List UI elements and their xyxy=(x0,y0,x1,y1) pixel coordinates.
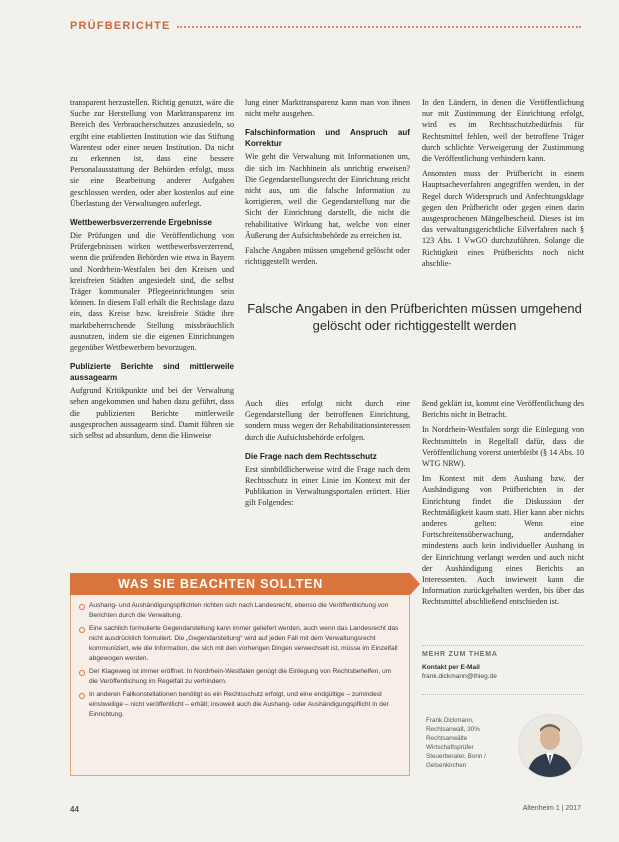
tips-box-title: WAS SIE BEACHTEN SOLLTEN xyxy=(70,573,410,595)
subheading: Falschinformation und Anspruch auf Korrektur xyxy=(245,128,410,149)
paragraph: ßend geklärt ist, kommt eine Veröffentlichung des Berichts nicht in Betracht. xyxy=(422,399,584,420)
author-photo xyxy=(518,714,582,778)
paragraph: Auch dies erfolgt nicht durch eine Gegendarstellung der betroffenen Einrichtung, sondern muss wegen der Rehabilitationsinteressen durch die Aufsichtsbehörde erfolgen. xyxy=(245,399,410,442)
list-item: Eine sachlich formulierte Gegendarstellung kann immer geliefert werden, auch wenn das Landesrecht das nicht ausdrücklich formuliert. Die „Gegendarstellung“ wird auf jeden Fall mit dem Verwaltungsrecht kommuniziert, wie die Information, die sich mit den vorherigen Dingen verwechselt ist, müsse im Einzelfall abgewogen werden. xyxy=(79,624,401,664)
tips-box xyxy=(70,573,410,773)
subheading: Wettbewerbsverzerrende Ergebnisse xyxy=(70,218,212,228)
page-number: 44 xyxy=(70,805,79,814)
column-1 xyxy=(70,97,234,445)
paragraph: Erst sinnbildlicherweise wird die Frage nach dem Rechtsschutz in einer Linie im Kontext mit der Publikation in Verwaltungsportalen erörtert. Hier gilt Folgendes: xyxy=(245,464,410,508)
column-2 xyxy=(245,97,410,271)
more-heading: MEHR ZUM THEMA xyxy=(422,651,498,658)
paragraph: In den Ländern, in denen die Veröffentlichung nur mit Zustimmung der Einrichtung erfolgt, wird es im Rechtsschutzbedürfnis für Rechtsmittel fehlen, weil der betroffene Träger durch schlichte Verweigerung der Zustimmung die Veröffentlichung verhindern kann. xyxy=(422,98,584,164)
subheading: Publizierte Berichte sind mittlerweile aussagearm xyxy=(70,362,234,383)
pull-quote: Falsche Angaben in den Prüfberichten müssen umgehend gelöscht oder richtiggestellt werden xyxy=(247,301,582,333)
dotted-rule xyxy=(177,24,581,28)
column-3-lower xyxy=(422,398,584,612)
list-item: Der Klageweg ist immer eröffnet. In Nordrhein-Westfalen genügt die Einlegung von Rechtsbehelfen, um die Veröffentlichung im Regelfall zu verhindern. xyxy=(79,667,401,687)
list-item: Aushang- und Aushändigungspflichten richten sich nach Landesrecht, ebenso die Veröffentlichung von Berichten durch die Verwaltung. xyxy=(79,601,401,621)
section-title: PRÜFBERICHTE xyxy=(70,20,171,32)
paragraph: Ansonsten muss der Prüfbericht in einem Hauptsacheverfahren angegriffen werden, in der Regel durch Widerspruch und Anfechtungsklage gegen den Prüfbericht oder gegen einen darin ausgesprochenen Mängelbescheid. Dieses ist im das verwaltungsgerichtliche Eilverfahren nach § 123 Abs. 1 VwGO durchzuführen. Solange die Richtigkeit eines Prüfberichts noch nicht abschlie- xyxy=(422,169,584,268)
subheading: Die Frage nach dem Rechtsschutz xyxy=(245,451,377,461)
author-box xyxy=(422,712,584,782)
paragraph: Wie geht die Verwaltung mit Informationen um, die sich im Nachhinein als unrichtig erweisen? Die Gegendarstellungsrecht der Einrichtung reicht nicht aus, um die falsche Information zu korrigieren, weil die Gegendarstellung nur die Sicht der Einrichtung darstellt, die nicht die rehabilitative Wirkung hat, welche von einer Äußerung der Aufsichtsbehörde zu erreichen ist. xyxy=(245,152,410,240)
tips-list xyxy=(79,601,401,720)
column-2-lower xyxy=(245,398,410,513)
paragraph: Aufgrund Kritikpunkte und bei der Verwaltung sehen angekommen und haben dazu geführt, dass die publizierten Berichte mittlerweile ausgesprochen aussagearm sind. Damit führen sie sich selbst ad absurdum, denn die Hinweise xyxy=(70,386,234,441)
magazine-issue: Altenheim 1 | 2017 xyxy=(522,805,581,812)
paragraph: Im Kontext mit dem Aushang bzw. der Aushändigung von Prüfberichten in der Einrichtung findet die Diskussion der Rechtmäßigkeit kaum statt. Hier kann aber nichts anderes gelten: Wenn eine Fortschreitensüberwachung, anderndaher mindestens auch kein individueller Aushang in der Einrichtung verlangt werden und auch nicht der Aushändigung eines Berichts an Interessenten. Auch inwieweit kann die Information zurückgehalten werden, bis über das Rechtsmittel abschließend entschieden ist. xyxy=(422,474,584,607)
tips-box-body xyxy=(70,595,410,776)
column-3 xyxy=(422,97,584,273)
person-icon xyxy=(519,715,581,777)
author-bio: Frank Dickmann, Rechtsanwalt, 30% Rechtsanwälte Wirtschaftsprüfer Steuerberater, Bonn / Gelsenkirchen xyxy=(426,717,486,769)
contact-email-link[interactable]: frank.dickmann@thieg.de xyxy=(422,673,497,680)
page-footer xyxy=(70,805,581,817)
more-on-topic xyxy=(422,645,584,695)
contact-label: Kontakt per E-Mail xyxy=(422,664,480,671)
paragraph: Die Prüfungen und die Veröffentlichung von Prüfergebnissen wirken wettbewerbsverzerrend, wenn die prüfenden Behörden wie etwa in Bayern und Nordrhein-Westfalen bei den Kreisen und kreisfreien Städten angesiedelt sind, die selbst Träger kommunaler Pflegeeinrichtungen sein können. In diesem Fall erhält die Rechtslage dazu ein, dass Kreise bzw. kreisfreie Städte ihre marktbeherrschende Stellung missbräuchlich ausnutzen, indem sie die eigenen Einrichtungen gegenüber Wettbewerbern bevorzugen. xyxy=(70,231,234,353)
paragraph: Falsche Angaben müssen umgehend gelöscht oder richtiggestellt werden. xyxy=(245,246,410,267)
paragraph: lung einer Markttransparenz kann man von ihnen nicht mehr ausgehen. xyxy=(245,98,410,119)
paragraph: transparent herzustellen. Richtig genutzt, wäre die Suche zur Herstellung von Marktransparenz im Bereich des Verbraucherschutzes anzusiedeln, so ergibt eine etablierten Institution wie das Stiftung Warentest oder einer neuen Institution. Da nicht zu erkennen ist, dass eine bessere Personalausstattung der Behörden erfolgt, muss sie eine Bearbeitung anderer Aufgaben geschlossen werden, oder aber kostenlos auf eine Überlastung der Verwaltungen auferlegt. xyxy=(70,98,234,208)
section-header xyxy=(70,18,581,34)
list-item: In anderen Fallkonstellationen benötigt es ein Rechtsschutz erfolgt, und eine endgültige – zumindest einstweilige – nicht veröffentlicht – erhält; insoweit auch die Aushang- oder Aushändigungspflicht in der Einrichtung. xyxy=(79,690,401,720)
paragraph: In Nordrhein-Westfalen sorgt die Einlegung von Rechtsmitteln in Regelfall dafür, dass die Veröffentlichung vorerst unterbleibt (§ 14 Abs. 10 WTG NRW). xyxy=(422,425,584,469)
